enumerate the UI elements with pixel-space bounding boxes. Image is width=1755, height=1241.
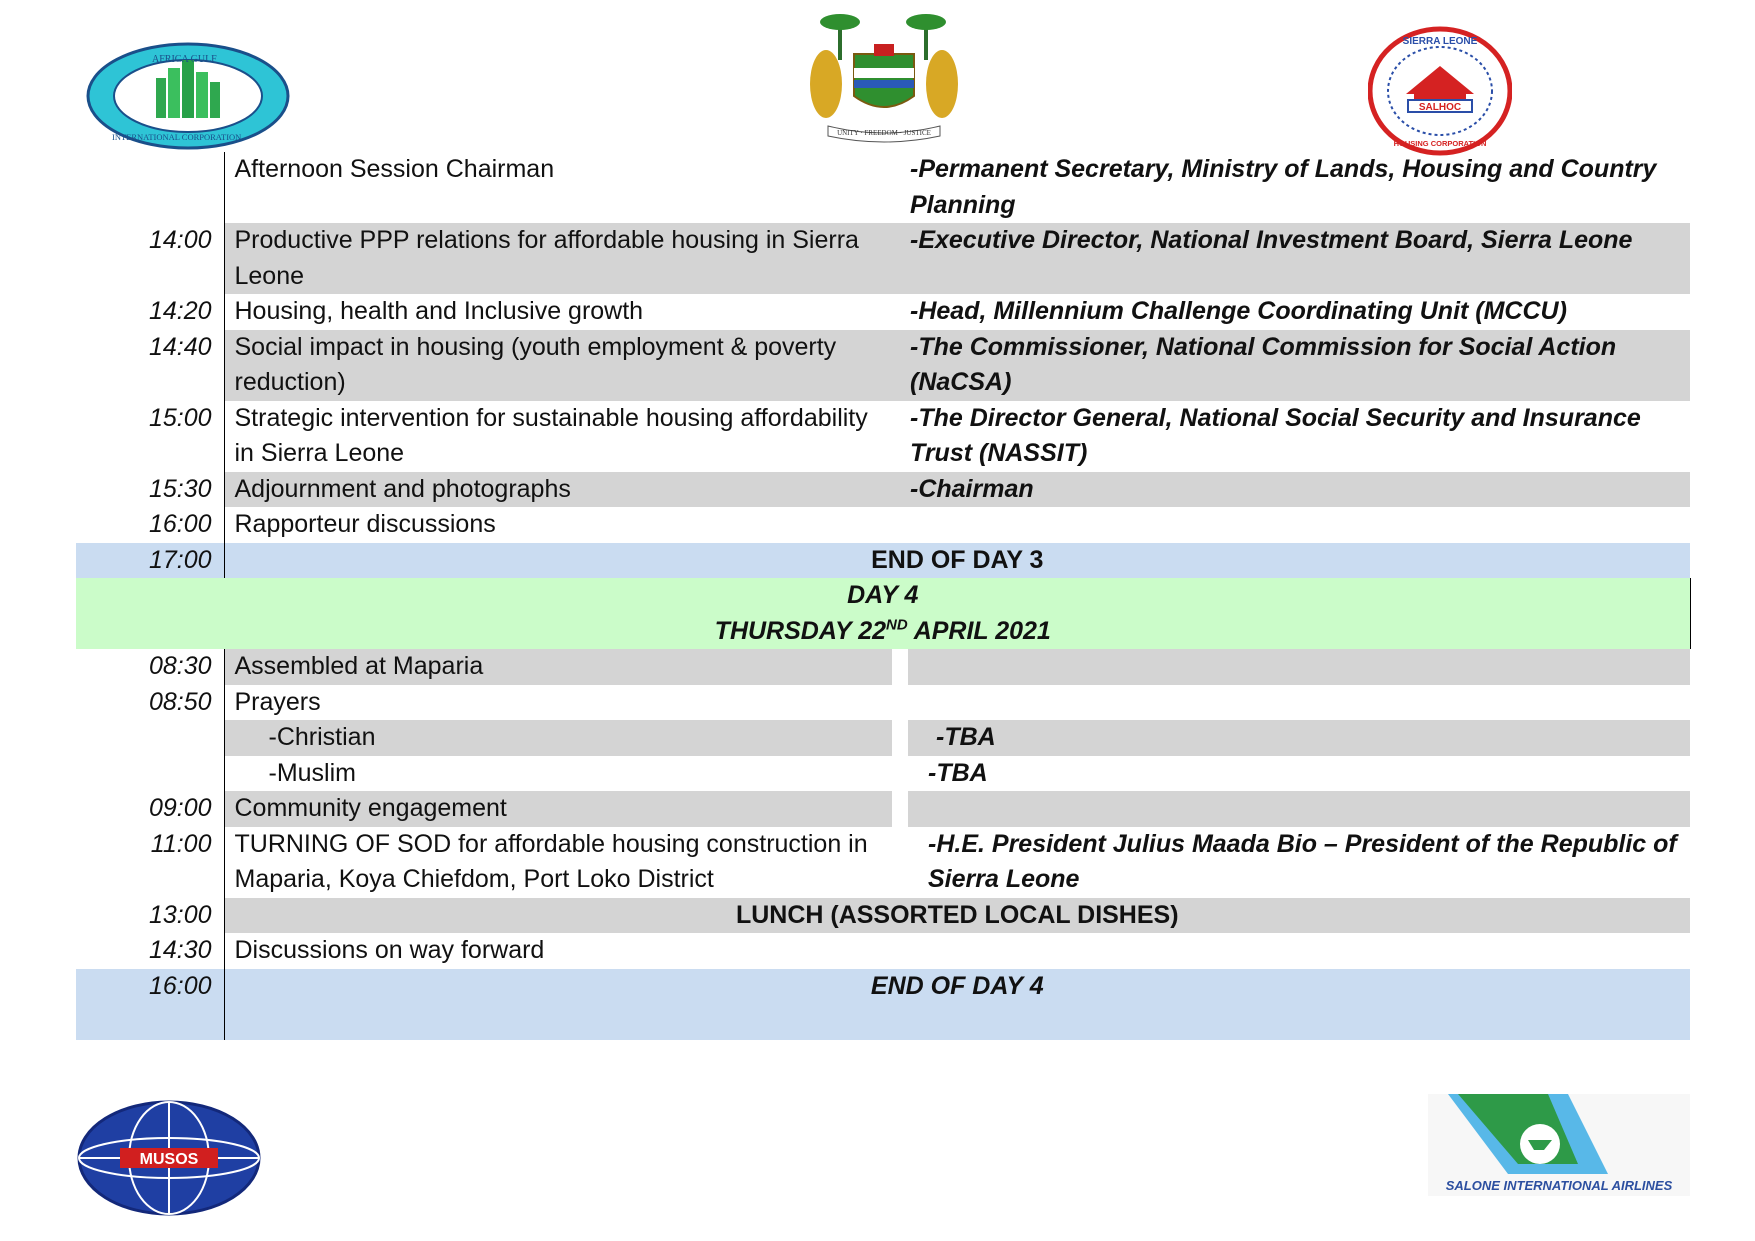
musos-text: MUSOS bbox=[139, 1151, 199, 1168]
time-cell: 13:00 bbox=[76, 898, 224, 934]
time-cell: 08:50 bbox=[76, 685, 224, 721]
sierra-leone-coat-of-arms bbox=[808, 14, 960, 146]
africa-gulf-logo bbox=[86, 42, 290, 150]
day-4-header-row bbox=[76, 578, 1690, 649]
time-cell: 11:00 bbox=[76, 827, 224, 898]
time-cell bbox=[76, 720, 224, 756]
activity-cell: Adjournment and photographs bbox=[224, 472, 900, 508]
time-cell: 09:00 bbox=[76, 791, 224, 827]
time-cell: 08:30 bbox=[76, 649, 224, 685]
agic-bottom-text: INTERNATIONAL CORPORATION bbox=[112, 132, 242, 142]
salone-airlines-logo bbox=[1428, 1094, 1690, 1196]
activity-cell: -Christian bbox=[224, 720, 900, 756]
time-cell: 14:00 bbox=[76, 223, 224, 294]
time-cell: 16:00 bbox=[76, 969, 224, 1040]
lunch-label: LUNCH (ASSORTED LOCAL DISHES) bbox=[224, 898, 1690, 934]
table-row bbox=[76, 649, 1690, 685]
responsible-cell: -Chairman bbox=[900, 472, 1690, 508]
airline-text: SALONE INTERNATIONAL AIRLINES bbox=[1445, 1178, 1673, 1193]
table-row bbox=[76, 720, 1690, 756]
table-row bbox=[76, 330, 1690, 401]
table-row bbox=[76, 756, 1690, 792]
end-of-day-4-row bbox=[76, 969, 1690, 1040]
responsible-cell: -TBA bbox=[900, 720, 1690, 756]
day-4-title: DAY 4 bbox=[847, 581, 919, 609]
musos-globe-logo bbox=[76, 1098, 262, 1218]
coat-motto: UNITY · FREEDOM · JUSTICE bbox=[837, 129, 931, 137]
activity-cell: Discussions on way forward bbox=[234, 936, 545, 964]
responsible-cell bbox=[900, 933, 1690, 969]
time-cell: 14:20 bbox=[76, 294, 224, 330]
responsible-cell bbox=[900, 649, 1690, 685]
activity-cell: -Muslim bbox=[268, 758, 356, 787]
table-row bbox=[76, 294, 1690, 330]
table-row bbox=[76, 933, 1690, 969]
table-row bbox=[76, 401, 1690, 472]
salhoc-bottom-text: HOUSING CORPORATION bbox=[1393, 139, 1487, 148]
end-of-day-3-row bbox=[76, 543, 1690, 579]
day-4-header bbox=[76, 578, 1690, 649]
table-row bbox=[76, 223, 1690, 294]
time-cell bbox=[76, 756, 224, 792]
time-cell: 14:40 bbox=[76, 330, 224, 401]
time-cell: 16:00 bbox=[76, 507, 224, 543]
responsible-cell bbox=[900, 507, 1690, 543]
responsible-cell: -The Director General, National Social Security and Insurance Trust (NASSIT) bbox=[910, 403, 1641, 467]
end-of-day-4-label: END OF DAY 4 bbox=[224, 969, 1690, 1040]
activity-cell: Afternoon Session Chairman bbox=[234, 155, 555, 183]
responsible-cell: -The Commissioner, National Commission for Social Action (NaCSA) bbox=[900, 330, 1690, 401]
table-row bbox=[76, 827, 1690, 898]
activity-cell: Assembled at Maparia bbox=[224, 649, 900, 685]
responsible-cell: -Head, Millennium Challenge Coordinating Unit (MCCU) bbox=[910, 297, 1567, 325]
time-cell bbox=[76, 152, 224, 223]
activity-cell: Productive PPP relations for affordable housing in Sierra Leone bbox=[224, 223, 900, 294]
salhoc-top-text: SIERRA LEONE bbox=[1402, 36, 1478, 47]
table-row bbox=[76, 472, 1690, 508]
salhoc-center-text: SALHOC bbox=[1418, 102, 1462, 113]
activity-cell: TURNING OF SOD for affordable housing construction in Maparia, Koya Chiefdom, Port Loko District bbox=[234, 829, 868, 893]
activity-cell: Rapporteur discussions bbox=[234, 510, 496, 538]
table-row bbox=[76, 791, 1690, 827]
time-cell: 17:00 bbox=[76, 543, 224, 579]
responsible-cell bbox=[900, 791, 1690, 827]
responsible-cell: -TBA bbox=[928, 758, 988, 787]
agic-top-text: AFRICA GULF bbox=[152, 54, 217, 65]
activity-cell: Social impact in housing (youth employment & poverty reduction) bbox=[224, 330, 900, 401]
activity-cell: Strategic intervention for sustainable housing affordability in Sierra Leone bbox=[234, 403, 868, 467]
activity-cell: Community engagement bbox=[224, 791, 900, 827]
end-of-day-3-label: END OF DAY 3 bbox=[224, 543, 1690, 579]
lunch-row bbox=[76, 898, 1690, 934]
activity-cell: Housing, health and Inclusive growth bbox=[234, 297, 644, 325]
time-cell: 15:00 bbox=[76, 401, 224, 472]
day-4-date: THURSDAY 22ND APRIL 2021 bbox=[714, 616, 1051, 645]
time-cell: 15:30 bbox=[76, 472, 224, 508]
responsible-cell: -Permanent Secretary, Ministry of Lands, Housing and Country Planning bbox=[910, 155, 1657, 219]
salhoc-logo bbox=[1368, 26, 1512, 156]
responsible-cell bbox=[900, 685, 1690, 721]
time-cell: 14:30 bbox=[76, 933, 224, 969]
table-row bbox=[76, 685, 1690, 721]
table-row bbox=[76, 507, 1690, 543]
programme-table bbox=[76, 152, 1691, 1040]
responsible-cell: -H.E. President Julius Maada Bio – President of the Republic of Sierra Leone bbox=[928, 829, 1677, 893]
activity-cell: Prayers bbox=[234, 687, 321, 716]
table-row bbox=[76, 152, 1690, 223]
responsible-cell: -Executive Director, National Investment Board, Sierra Leone bbox=[900, 223, 1690, 294]
